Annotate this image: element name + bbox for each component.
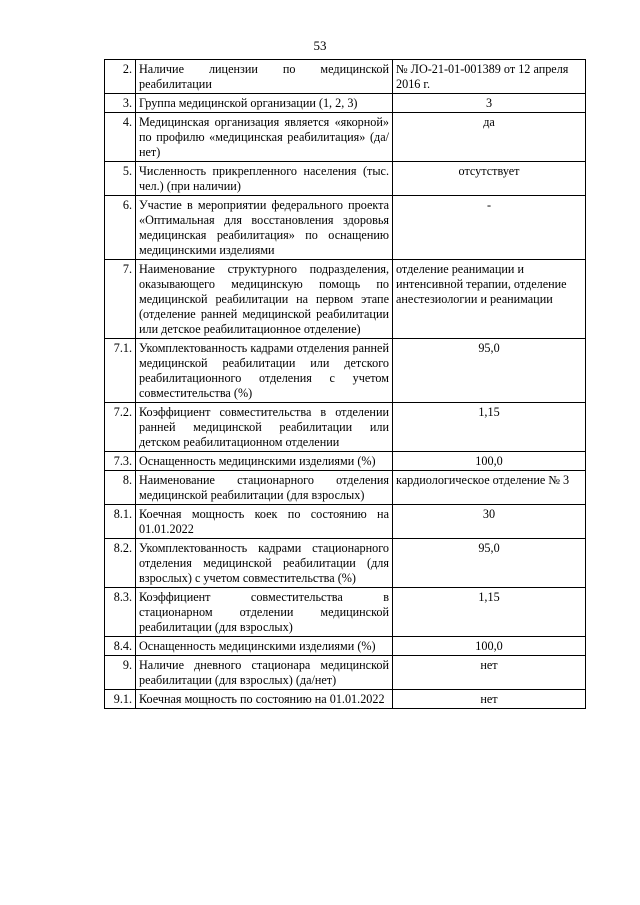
row-number: 7.1. xyxy=(105,339,136,403)
row-value: 100,0 xyxy=(393,637,586,656)
table-row xyxy=(105,260,586,339)
row-number: 7.2. xyxy=(105,403,136,452)
row-value: отделение реанимации и интенсивной терапии, отделение анестезиологии и реанимации xyxy=(393,260,586,339)
row-number: 9. xyxy=(105,656,136,690)
row-number: 8.3. xyxy=(105,588,136,637)
page-number: 53 xyxy=(313,38,327,53)
table-row xyxy=(105,656,586,690)
row-indicator-name: Медицинская организация является «якорной» по профилю «медицинская реабилитация» (да/нет) xyxy=(136,113,393,162)
row-indicator-name: Группа медицинской организации (1, 2, 3) xyxy=(136,94,393,113)
row-value: 95,0 xyxy=(393,539,586,588)
table-row xyxy=(105,339,586,403)
table-row xyxy=(105,60,586,94)
row-indicator-name: Оснащенность медицинскими изделиями (%) xyxy=(136,637,393,656)
table-row xyxy=(105,113,586,162)
table-row xyxy=(105,452,586,471)
row-value: кардиологическое отделение № 3 xyxy=(393,471,586,505)
table-row xyxy=(105,588,586,637)
row-value: 30 xyxy=(393,505,586,539)
row-indicator-name: Коечная мощность по состоянию на 01.01.2022 xyxy=(136,690,393,709)
table-row xyxy=(105,471,586,505)
table-row xyxy=(105,539,586,588)
row-value: № ЛО-21-01-001389 от 12 апреля 2016 г. xyxy=(393,60,586,94)
row-number: 2. xyxy=(105,60,136,94)
row-number: 5. xyxy=(105,162,136,196)
row-indicator-name: Наименование структурного подразделения, оказывающего медицинскую помощь по медицинской реабилитации на первом этапе (отделение ранней медицинской реабилитации или детское реабилитационное отделение) xyxy=(136,260,393,339)
row-number: 4. xyxy=(105,113,136,162)
row-number: 8.4. xyxy=(105,637,136,656)
row-number: 6. xyxy=(105,196,136,260)
row-value: 1,15 xyxy=(393,588,586,637)
row-value: 3 xyxy=(393,94,586,113)
row-number: 9.1. xyxy=(105,690,136,709)
row-value: 95,0 xyxy=(393,339,586,403)
row-indicator-name: Численность прикрепленного населения (тыс. чел.) (при наличии) xyxy=(136,162,393,196)
row-number: 3. xyxy=(105,94,136,113)
table-row xyxy=(105,162,586,196)
row-number: 8. xyxy=(105,471,136,505)
document-table xyxy=(104,59,586,709)
row-indicator-name: Наличие лицензии по медицинской реабилитации xyxy=(136,60,393,94)
row-number: 8.2. xyxy=(105,539,136,588)
table-row xyxy=(105,637,586,656)
row-indicator-name: Участие в мероприятии федерального проекта «Оптимальная для восстановления здоровья медицинская реабилитация» по оснащению медицинскими изделиями xyxy=(136,196,393,260)
table-row xyxy=(105,690,586,709)
table-body xyxy=(105,60,586,709)
row-number: 8.1. xyxy=(105,505,136,539)
row-value: да xyxy=(393,113,586,162)
table-row xyxy=(105,403,586,452)
row-value: 100,0 xyxy=(393,452,586,471)
row-value: нет xyxy=(393,656,586,690)
row-indicator-name: Коечная мощность коек по состоянию на 01.01.2022 xyxy=(136,505,393,539)
row-number: 7. xyxy=(105,260,136,339)
row-indicator-name: Оснащенность медицинскими изделиями (%) xyxy=(136,452,393,471)
row-value: 1,15 xyxy=(393,403,586,452)
table-row xyxy=(105,505,586,539)
row-number: 7.3. xyxy=(105,452,136,471)
row-indicator-name: Наличие дневного стационара медицинской реабилитации (для взрослых) (да/нет) xyxy=(136,656,393,690)
row-indicator-name: Коэффициент совместительства в стационарном отделении медицинской реабилитации (для взрослых) xyxy=(136,588,393,637)
row-value: отсутствует xyxy=(393,162,586,196)
row-indicator-name: Коэффициент совместительства в отделении ранней медицинской реабилитации или детском реабилитационном отделении xyxy=(136,403,393,452)
table-row xyxy=(105,196,586,260)
row-indicator-name: Укомплектованность кадрами отделения ранней медицинской реабилитации или детского реабилитационного отделения с учетом совместительства (%) xyxy=(136,339,393,403)
row-value: - xyxy=(393,196,586,260)
row-indicator-name: Укомплектованность кадрами стационарного отделения медицинской реабилитации (для взрослых) с учетом совместительства (%) xyxy=(136,539,393,588)
table-row xyxy=(105,94,586,113)
row-value: нет xyxy=(393,690,586,709)
row-indicator-name: Наименование стационарного отделения медицинской реабилитации (для взрослых) xyxy=(136,471,393,505)
